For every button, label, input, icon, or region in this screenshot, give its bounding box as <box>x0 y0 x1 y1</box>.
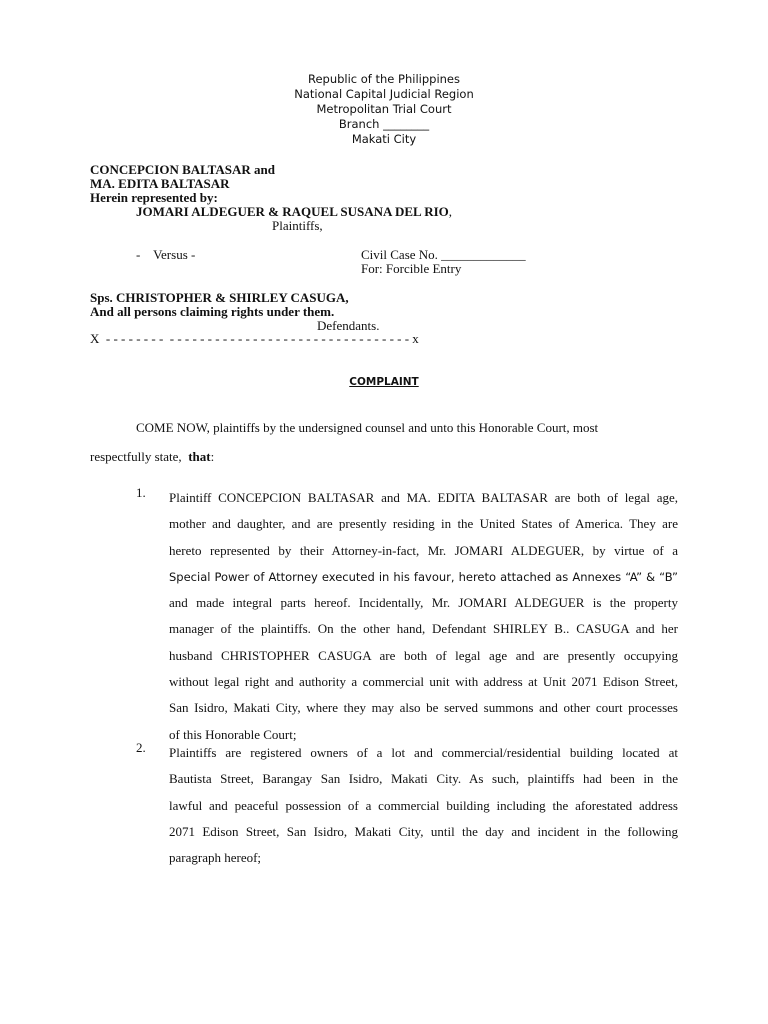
header-city: Makati City <box>351 132 417 146</box>
paragraph-number: 2. <box>136 740 146 755</box>
paragraph-line: Special Power of Attorney executed in his favour, hereto attached as Annexes “A” & “B” <box>169 569 678 584</box>
paragraph-number: 1. <box>136 485 146 500</box>
intro-line-2-text: respectfully state, <box>90 449 189 464</box>
plaintiff-name-2: MA. EDITA BALTASAR <box>90 176 230 191</box>
case-nature: For: Forcible Entry <box>361 261 462 276</box>
paragraph-line: Plaintiffs are registered owners of a lot and commercial/residential building located at <box>169 745 678 760</box>
versus-label: - Versus - <box>136 247 196 262</box>
intro-that: that <box>188 449 211 464</box>
defendant-others: And all persons claiming rights under them. <box>90 304 335 319</box>
paragraph-line: without legal right and authority a commercial unit with address at Unit 2071 Edison Street, <box>169 674 678 690</box>
paragraph-body <box>169 485 678 748</box>
civil-case-number: Civil Case No. _____________ <box>361 247 526 262</box>
paragraph-line: mother and daughter, and are presently residing in the United States of America. They are <box>169 516 678 532</box>
paragraph-line: manager of the plaintiffs. On the other hand, Defendant SHIRLEY B.. CASUGA and her <box>169 621 678 637</box>
paragraph-body <box>169 740 678 871</box>
defendant-name: Sps. CHRISTOPHER & SHIRLEY CASUGA, <box>90 290 349 305</box>
document-title: COMPLAINT <box>349 376 419 388</box>
intro-line-2 <box>90 449 214 465</box>
plaintiffs-role: Plaintiffs, <box>272 218 323 233</box>
paragraph-line: of this Honorable Court; <box>169 726 297 742</box>
paragraph-line: husband CHRISTOPHER CASUGA are both of legal age and are presently occupying <box>169 647 678 663</box>
represented-by-label: Herein represented by: <box>90 190 218 205</box>
paragraph-line: hereto represented by their Attorney-in-fact, Mr. JOMARI ALDEGUER, by virtue of a <box>169 542 678 558</box>
paragraph-line: paragraph hereof; <box>169 850 262 866</box>
representatives-line <box>136 205 452 219</box>
paragraph-line: Plaintiff CONCEPCION BALTASAR and MA. EDITA BALTASAR are both of legal age, <box>169 490 678 505</box>
representatives-comma: , <box>448 204 453 219</box>
paragraph-line: and made integral parts hereof. Incidentally, Mr. JOMARI ALDEGUER is the property <box>169 595 678 611</box>
plaintiff-name-1: CONCEPCION BALTASAR and <box>90 162 275 177</box>
paragraph-line: San Isidro, Makati City, where they may also be served summons and other court processes <box>169 700 678 716</box>
caption-separator: X - - - - - - - - - - - - - - - - - - - - - - - - - - - - - - - - - - - - - - - - x <box>90 331 419 346</box>
intro-colon: : <box>210 449 215 464</box>
paragraph-line: Bautista Street, Barangay San Isidro, Makati City. As such, plaintiffs had been in the <box>169 771 678 787</box>
intro-line-1: COME NOW, plaintiffs by the undersigned counsel and unto this Honorable Court, most <box>136 420 599 435</box>
header-republic: Republic of the Philippines <box>307 72 461 86</box>
header-court: Metropolitan Trial Court <box>316 102 452 116</box>
header-region: National Capital Judicial Region <box>294 87 474 101</box>
defendants-role: Defendants. <box>317 318 380 333</box>
paragraph-line: lawful and peaceful possession of a commercial building including the aforestated address <box>169 797 678 813</box>
header-branch: Branch ________ <box>338 117 430 131</box>
paragraph-line: 2071 Edison Street, San Isidro, Makati City, until the day and incident in the following <box>169 823 678 839</box>
representatives-names: JOMARI ALDEGUER & RAQUEL SUSANA DEL RIO <box>136 204 449 219</box>
court-header <box>0 72 768 147</box>
